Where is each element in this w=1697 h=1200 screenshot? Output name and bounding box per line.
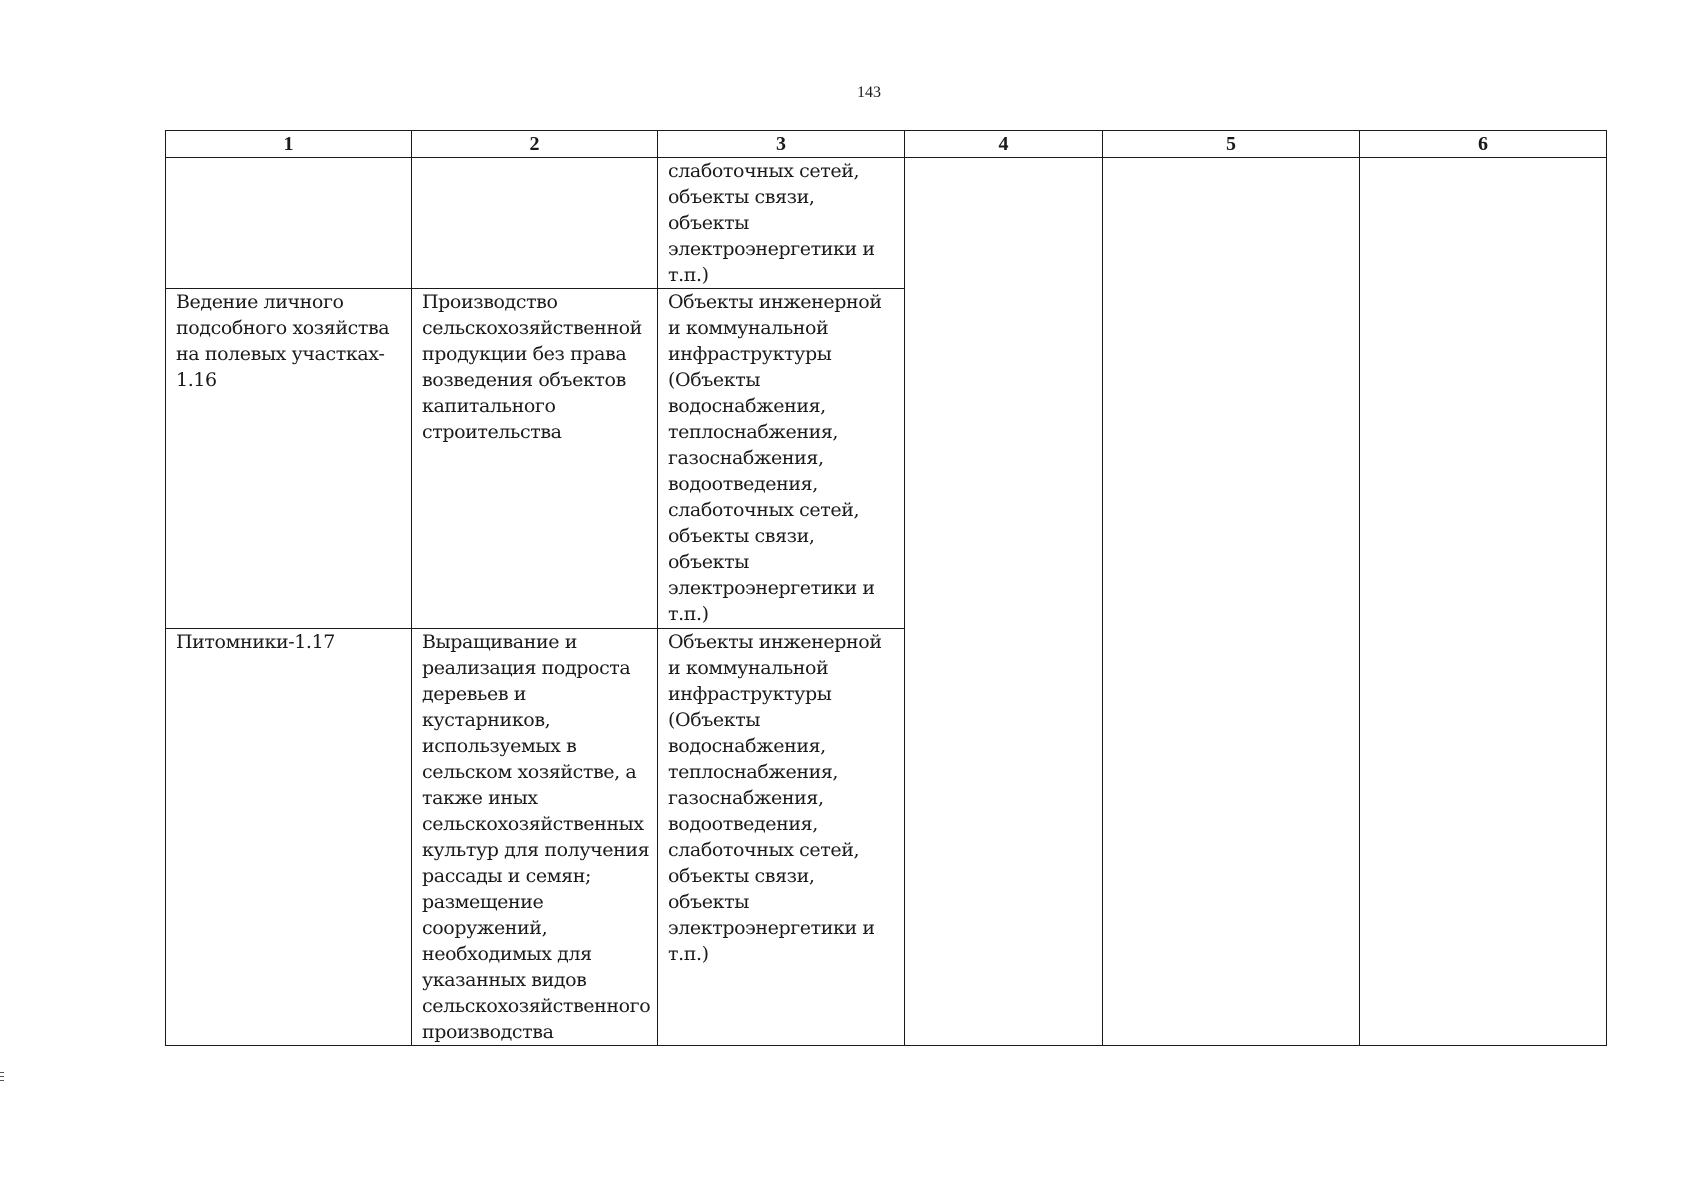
table-cell-auxiliary-objects [658, 629, 905, 1046]
cell-text: Объекты инженерной и коммунальной инфраструктуры (Объекты водоснабжения, теплоснабжения, газоснабжения, водоотведения, слаботочных сетей, объекты связи, объекты электроэнергетики и т.п.) [668, 291, 882, 625]
column-header-5: 5 [1103, 131, 1360, 158]
scan-mark [0, 1072, 4, 1073]
land-use-table [165, 130, 1607, 1046]
cell-text: Объекты инженерной и коммунальной инфраструктуры (Объекты водоснабжения, теплоснабжения, газоснабжения, водоотведения, слаботочных сетей, объекты связи, объекты электроэнергетики и т.п.) [668, 631, 882, 965]
cell-text: Выращивание и реализация подроста деревьев и кустарников, используемых в сельском хозяйстве, а также иных сельскохозяйственных культур для получения рассады и семян; размещение сооружений, необходимых для указанных видов сельскохозяйственного производства [422, 631, 651, 1043]
table-cell-use-description [412, 289, 658, 629]
cell-text: Питомники-1.17 [176, 631, 335, 653]
table-cell-auxiliary-objects [658, 289, 905, 629]
table-cell-auxiliary-objects [658, 158, 905, 289]
column-header-3: 3 [658, 131, 905, 158]
table-cell-use-name [166, 289, 412, 629]
page-number: 143 [857, 84, 881, 101]
table-cell-use-name [166, 629, 412, 1046]
column-header-1: 1 [166, 131, 412, 158]
table-cell-use-description [412, 158, 658, 289]
column-header-2: 2 [412, 131, 658, 158]
table-header-row [166, 131, 1607, 158]
table-cell-use-description [412, 629, 658, 1046]
table-cell-column-5 [1103, 158, 1360, 1046]
scan-edge-marks [0, 1072, 4, 1086]
table-cell-column-6 [1360, 158, 1607, 1046]
table-cell-use-name [166, 158, 412, 289]
scan-mark [0, 1076, 4, 1077]
scan-mark [0, 1080, 4, 1081]
table-cell-column-4 [905, 158, 1103, 1046]
column-header-6: 6 [1360, 131, 1607, 158]
table-row [166, 158, 1607, 289]
cell-text: Ведение личного подсобного хозяйства на полевых участках- 1.16 [176, 291, 390, 391]
cell-text: слаботочных сетей, объекты связи, объекты электроэнергетики и т.п.) [668, 160, 875, 286]
column-header-4: 4 [905, 131, 1103, 158]
cell-text: Производство сельскохозяйственной продукции без права возведения объектов капитального строительства [422, 291, 642, 443]
